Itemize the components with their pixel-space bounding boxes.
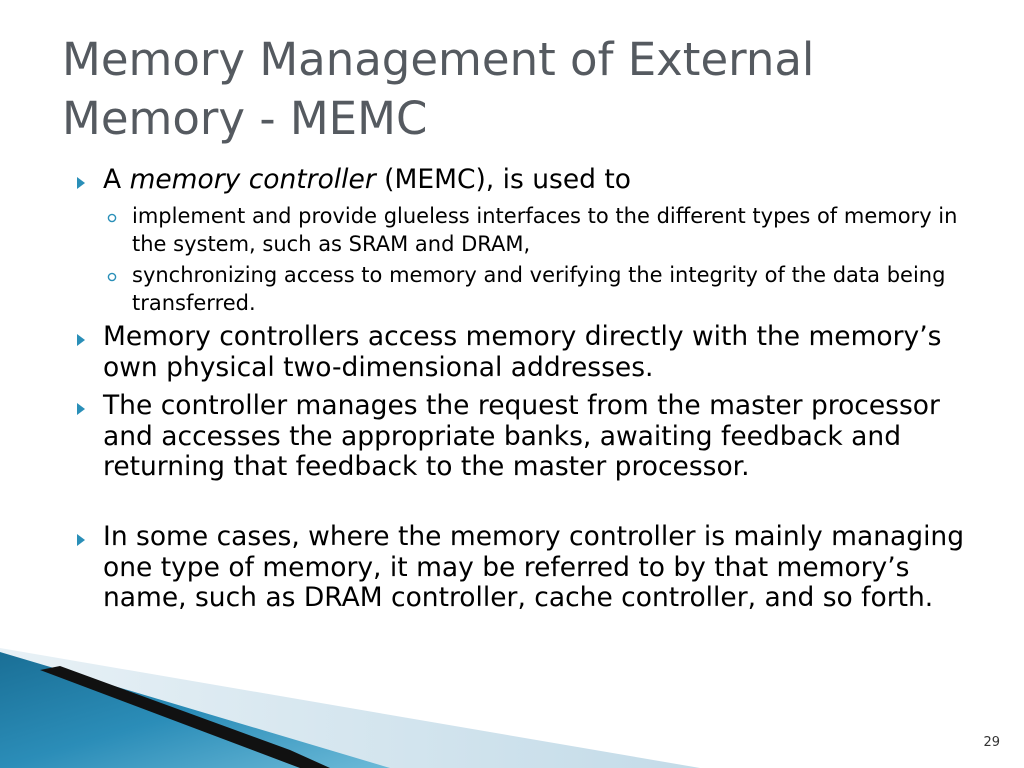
sub-bullet-text: synchronizing access to memory and verifying the integrity of the data being transferred. — [132, 263, 946, 315]
sub-bullet-text: implement and provide glueless interfaces to the different types of memory in the system, such as SRAM and DRAM, — [132, 204, 958, 256]
bullet-text — [103, 165, 983, 196]
slide-title: Memory Management of External Memory - MEMC — [62, 33, 815, 145]
bullet-text: The controller manages the request from the master processor and accesses the appropriate banks, awaiting feedback and returning that feedback to the master processor. — [103, 390, 940, 482]
bullet-text: Memory controllers access memory directly with the memory’s own physical two-dimensional addresses. — [103, 321, 942, 383]
bullet-emphasis: memory controller — [129, 164, 376, 195]
page-number: 29 — [983, 735, 1000, 750]
open-circle-icon — [106, 268, 120, 282]
bullet-suffix: (MEMC), is used to — [375, 164, 631, 195]
bullet-prefix: A — [103, 164, 130, 195]
open-circle-icon — [106, 209, 120, 223]
triangle-right-icon — [76, 533, 88, 547]
decorative-swoosh — [0, 640, 700, 768]
triangle-right-icon — [76, 402, 88, 416]
bullet-text: In some cases, where the memory controller is mainly managing one type of memory, it may be referred to by that memory’s name, such as DRAM controller, cache controller, and so forth. — [103, 521, 965, 613]
triangle-right-icon — [76, 333, 88, 347]
triangle-right-icon — [76, 176, 88, 190]
